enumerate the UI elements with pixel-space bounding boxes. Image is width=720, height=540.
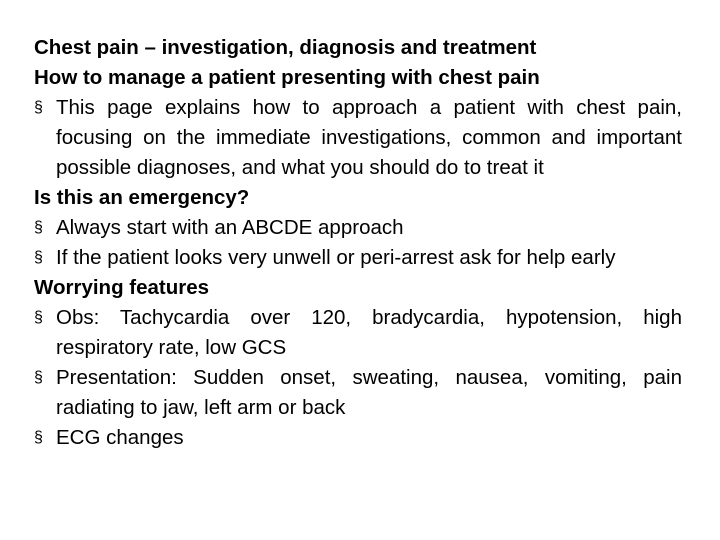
bullet-text: If the patient looks very unwell or peri-arrest ask for help early: [56, 246, 616, 269]
bullet-item: [34, 303, 682, 363]
section-heading-worrying-features: Worrying features: [34, 276, 210, 299]
bullet-icon: §: [34, 99, 43, 116]
bullet-text: Presentation: Sudden onset, sweating, nausea, vomiting, pain radiating to jaw, left arm or back: [56, 366, 682, 419]
bullet-text: Obs: Tachycardia over 120, bradycardia, hypotension, high respiratory rate, low GCS: [56, 306, 682, 359]
bullet-icon: §: [34, 429, 43, 446]
bullet-text: ECG changes: [56, 426, 184, 449]
bullet-text: This page explains how to approach a patient with chest pain, focusing on the immediate investigations, common and important possible diagnoses, and what you should do to treat it: [56, 96, 682, 179]
bullet-icon: §: [34, 309, 43, 326]
bullet-text: Always start with an ABCDE approach: [56, 216, 404, 239]
page-subtitle: How to manage a patient presenting with chest pain: [34, 66, 540, 89]
bullet-icon: §: [34, 219, 43, 236]
bullet-icon: §: [34, 369, 43, 386]
slide-content: [34, 33, 682, 453]
bullet-item: [34, 363, 682, 423]
section-heading-emergency: Is this an emergency?: [34, 186, 250, 209]
bullet-item: [34, 213, 682, 243]
bullet-item: [34, 243, 682, 273]
bullet-item: [34, 93, 682, 183]
bullet-item: [34, 423, 682, 453]
page-title: Chest pain – investigation, diagnosis and treatment: [34, 36, 537, 59]
bullet-icon: §: [34, 249, 43, 266]
